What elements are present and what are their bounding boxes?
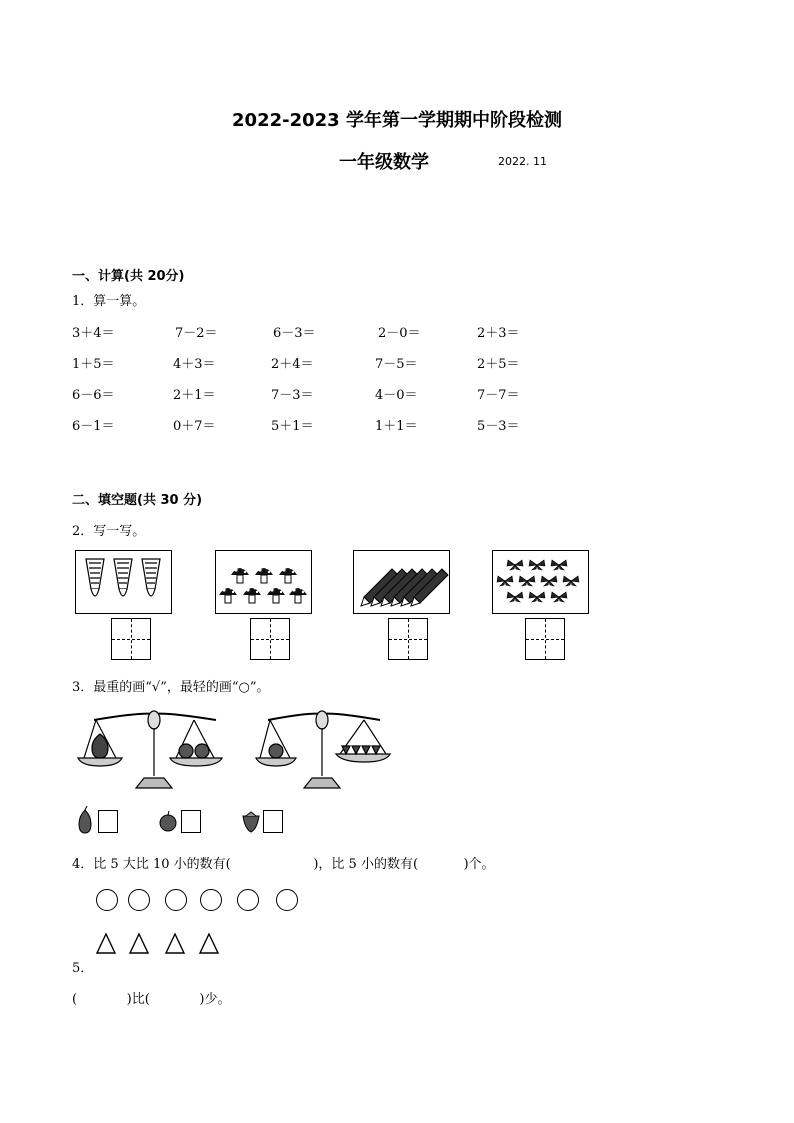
circle-shape: [165, 889, 187, 911]
equation: 5－3＝: [477, 419, 520, 434]
balance-scale-apple-strawberries-icon: [254, 706, 394, 796]
page-subtitle: 一年级数学: [339, 152, 429, 173]
equation: 6－6＝: [72, 388, 115, 403]
question-2-label: 2．写一写。: [72, 524, 146, 539]
equation: 5＋1＝: [271, 419, 314, 434]
triangle-shape: [97, 934, 115, 953]
circle-shape: [200, 889, 222, 911]
circle-shape: [128, 889, 150, 911]
butterfly-icon: [493, 551, 588, 613]
answer-grid-box[interactable]: [111, 618, 151, 660]
question-1-label: 1．算一算。: [72, 294, 146, 309]
equation: 7－5＝: [375, 357, 418, 372]
exam-date: 2022. 11: [498, 155, 547, 168]
question-4-label: 4．比 5 大比 10 小的数有( )，比 5 小的数有( )个。: [72, 857, 495, 872]
answer-square-strawberry[interactable]: [263, 810, 283, 833]
equation: 3＋4＝: [72, 326, 115, 341]
question-3-label: 3．最重的画“√”，最轻的画“○”。: [72, 680, 270, 695]
page-title: 2022-2023 学年第一学期期中阶段检测: [232, 110, 562, 131]
mushroom-icon: [216, 551, 311, 613]
circle-shape: [237, 889, 259, 911]
question-5-label: 5．: [72, 961, 94, 976]
answer-grid-box[interactable]: [250, 618, 290, 660]
triangle-shape: [130, 934, 148, 953]
picture-box-mushrooms: [215, 550, 312, 614]
answer-grid-box[interactable]: [525, 618, 565, 660]
circle-shape: [96, 889, 118, 911]
picture-box-pencils: [353, 550, 450, 614]
balance-scale-pear-apples-icon: [74, 706, 234, 796]
equation: 6－1＝: [72, 419, 115, 434]
picture-box-butterflies: [492, 550, 589, 614]
equation: 7－7＝: [477, 388, 520, 403]
answer-grid-box[interactable]: [388, 618, 428, 660]
equation: 2＋3＝: [477, 326, 520, 341]
triangle-shape: [200, 934, 218, 953]
shuttlecock-icon: [76, 551, 171, 613]
triangle-shape: [166, 934, 184, 953]
triangle-shapes: [96, 932, 226, 956]
section-heading-calculation: 一、计算(共 20分): [72, 269, 185, 284]
equation: 2＋5＝: [477, 357, 520, 372]
question-5-answer-line: ( )比( )少。: [72, 992, 231, 1007]
equation: 1＋5＝: [72, 357, 115, 372]
circle-shape: [276, 889, 298, 911]
equation: 2＋4＝: [271, 357, 314, 372]
equation: 7－3＝: [271, 388, 314, 403]
strawberry-icon: [241, 811, 261, 833]
equation: 1＋1＝: [375, 419, 418, 434]
answer-square-pear[interactable]: [98, 810, 118, 833]
equation: 4＋3＝: [173, 357, 216, 372]
equation: 4－0＝: [375, 388, 418, 403]
pear-icon: [75, 806, 95, 834]
equation: 6－3＝: [273, 326, 316, 341]
equation: 2－0＝: [378, 326, 421, 341]
apple-icon: [158, 811, 178, 833]
section-heading-fill-blank: 二、填空题(共 30 分): [72, 493, 203, 508]
equation: 7－2＝: [175, 326, 218, 341]
picture-box-shuttlecocks: [75, 550, 172, 614]
equation: 2＋1＝: [173, 388, 216, 403]
equation: 0＋7＝: [173, 419, 216, 434]
pencil-icon: [354, 551, 449, 613]
answer-square-apple[interactable]: [181, 810, 201, 833]
